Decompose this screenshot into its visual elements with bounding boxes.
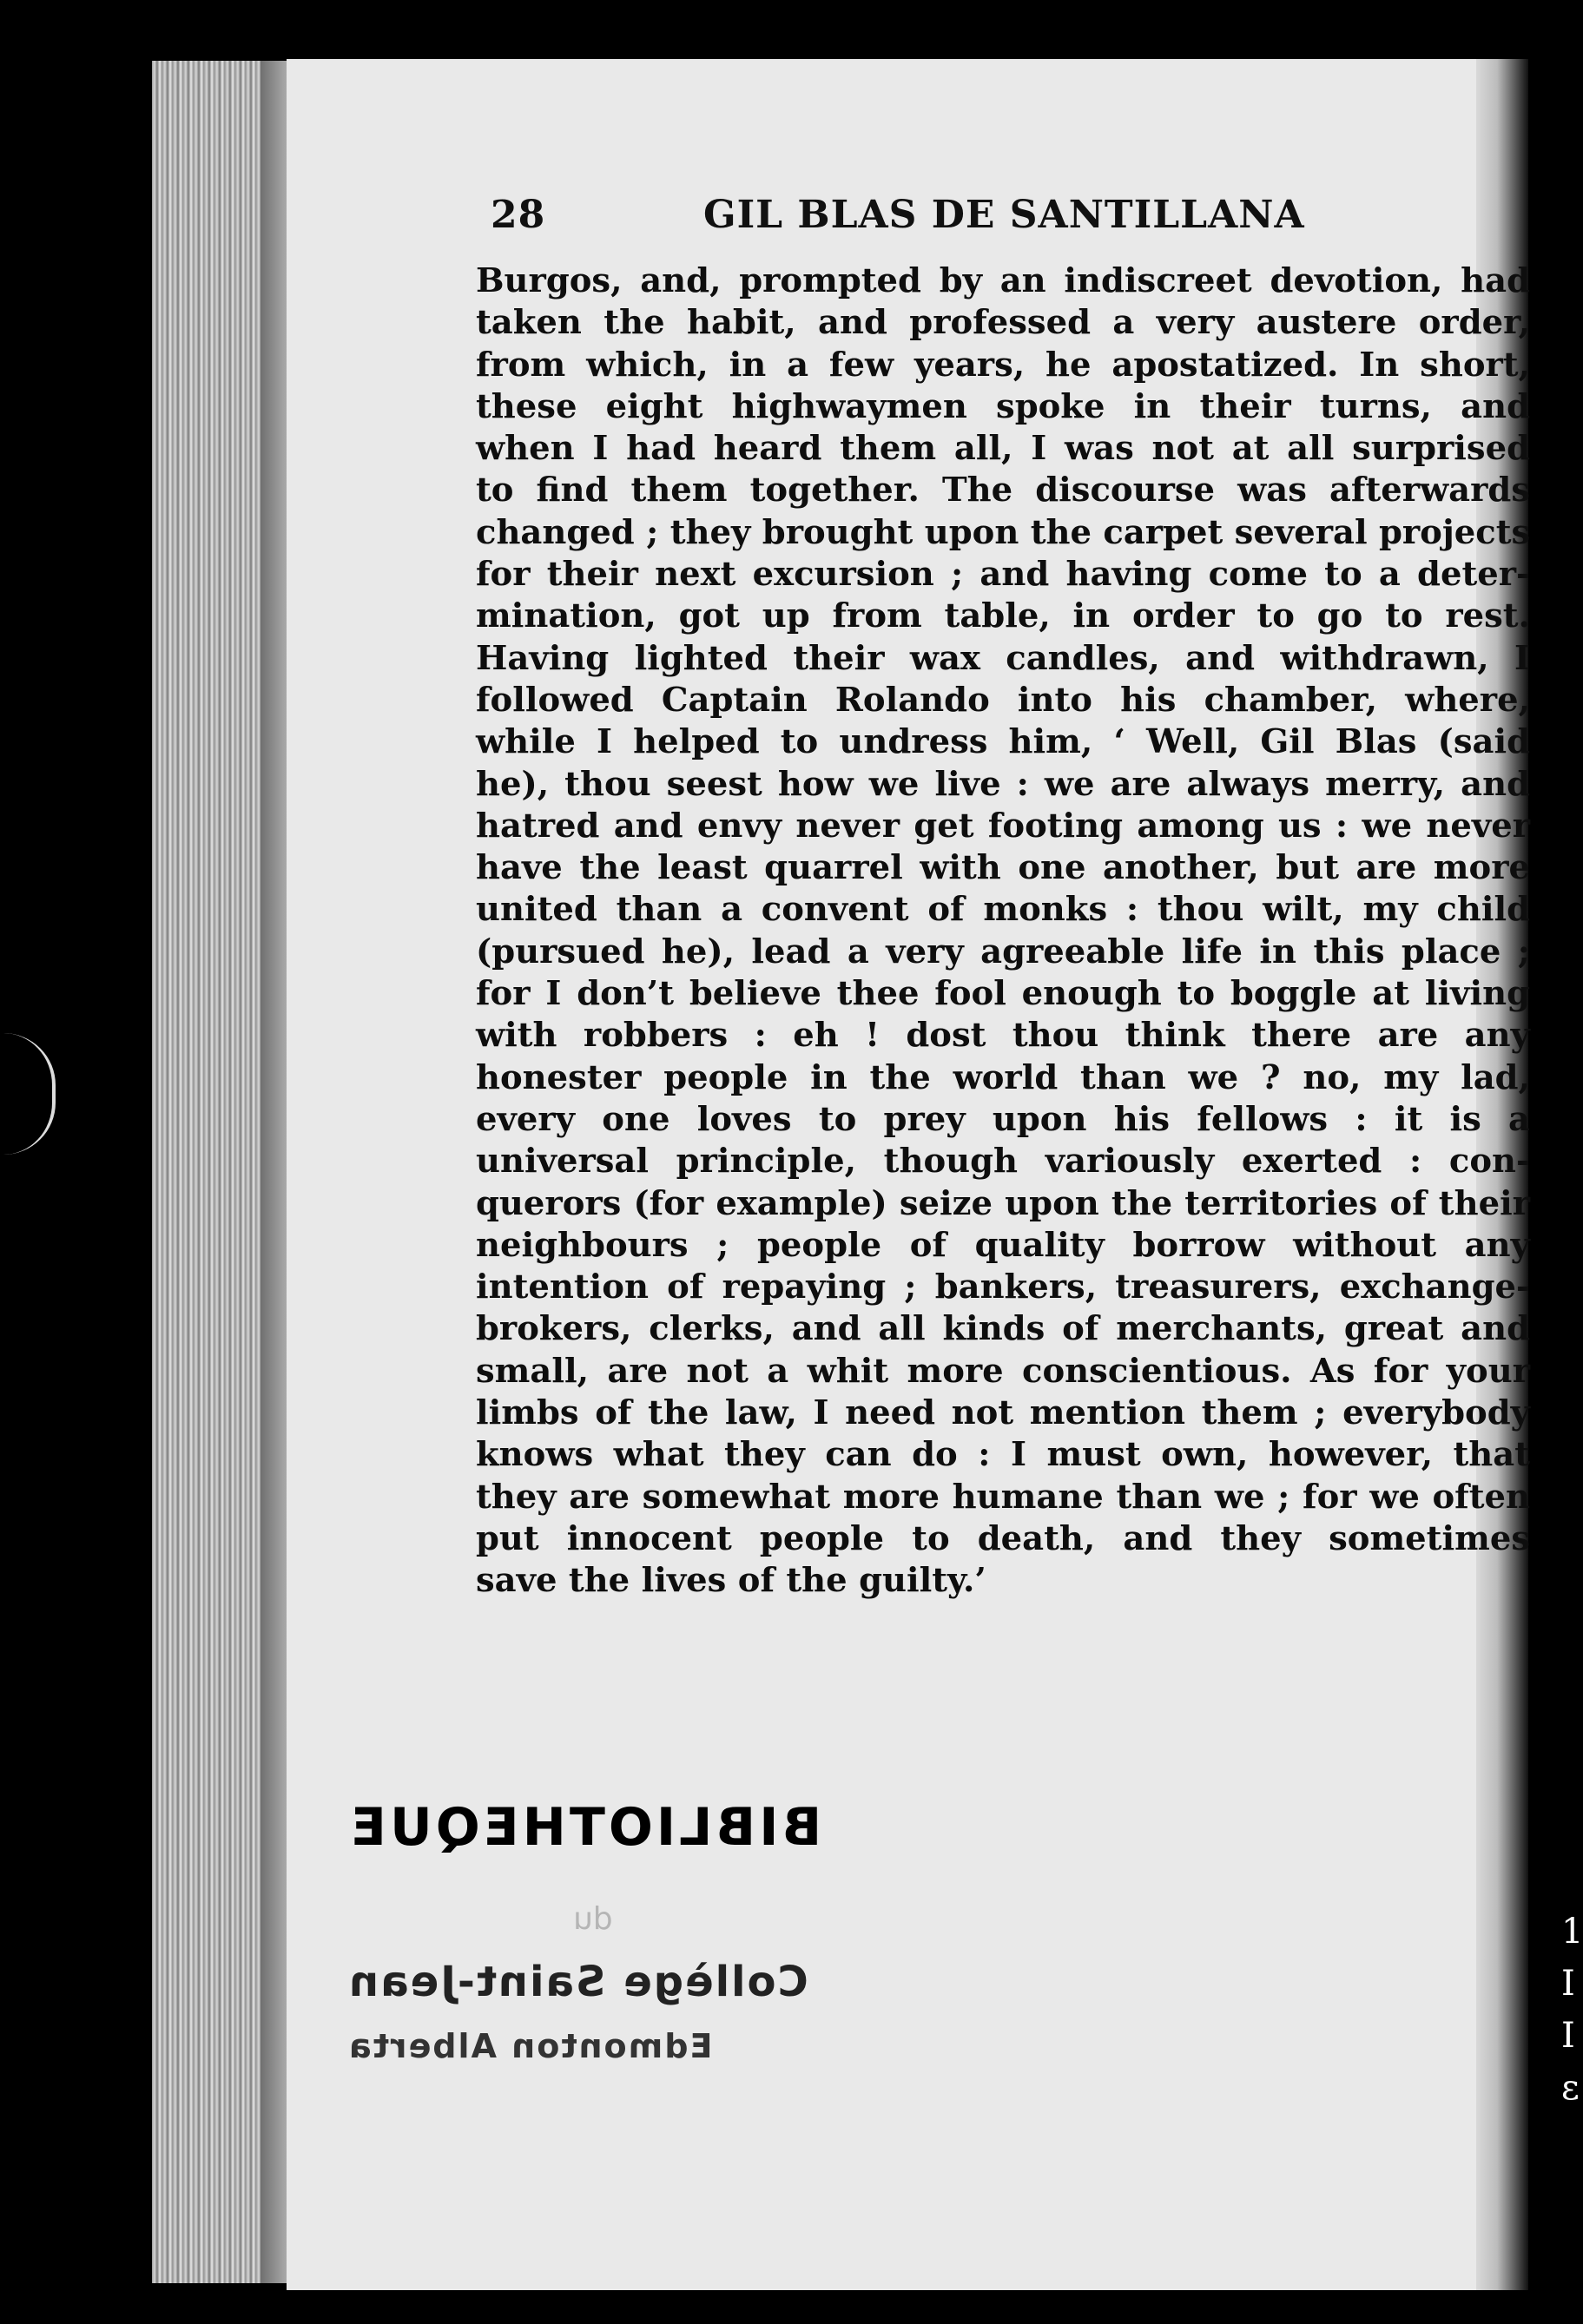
- adjacent-page-fragment: 1 I I ε: [1561, 1912, 1583, 2108]
- margin-mark: [0, 1033, 56, 1155]
- text-line: to find them together. The discourse was afterwards: [476, 471, 1530, 510]
- text-line: Having lighted their wax candles, and withdrawn, I: [476, 638, 1530, 678]
- stamp-line-1: BIBLIOTHEQUE: [347, 1797, 822, 1858]
- text-line: limbs of the law, I need not mention them ; everybody: [476, 1393, 1530, 1433]
- stamp-line-2: du: [573, 1901, 613, 1937]
- text-line: querors (for example) seize upon the territories of their: [476, 1183, 1530, 1223]
- text-line: followed Captain Rolando into his chamber, where,: [476, 680, 1530, 720]
- text-line: every one loves to prey upon his fellows : it is a: [476, 1099, 1530, 1139]
- text-line: changed ; they brought upon the carpet several projects: [476, 512, 1531, 552]
- text-line: universal principle, though variously exerted : con-: [476, 1142, 1530, 1182]
- text-line: these eight highwaymen spoke in their turns, and: [476, 386, 1530, 426]
- text-line: honester people in the world than we ? no, my lad,: [476, 1057, 1530, 1097]
- text-line: brokers, clerks, and all kinds of merchants, great and: [476, 1309, 1530, 1349]
- text-line: mination, got up from table, in order to go to rest.: [476, 596, 1530, 636]
- text-line: (pursued he), lead a very agreeable life in this place ;: [476, 932, 1530, 971]
- stamp-line-4: Edmonton Alberta: [347, 2027, 713, 2065]
- text-line: have the least quarrel with one another, but are more: [476, 848, 1530, 888]
- text-line: for their next excursion ; and having come to a deter-: [476, 555, 1530, 595]
- text-line: they are somewhat more humane than we ; for we often: [476, 1477, 1530, 1517]
- stamp-line-3: Collège Saint-Jean: [347, 1958, 808, 2006]
- text-line: put innocent people to death, and they sometimes: [476, 1518, 1530, 1558]
- text-line: intention of repaying ; bankers, treasurers, exchange-: [476, 1267, 1530, 1307]
- page-header: [491, 193, 1359, 245]
- text-line: united than a convent of monks : thou wilt, my child: [476, 890, 1530, 930]
- text-line: taken the habit, and professed a very austere order,: [476, 303, 1530, 343]
- page-number: 28: [491, 193, 546, 237]
- text-line: neighbours ; people of quality borrow without any: [476, 1225, 1530, 1265]
- text-line: save the lives of the guilty.’: [476, 1561, 986, 1601]
- library-stamp: [339, 1797, 877, 2214]
- text-line: when I had heard them all, I was not at all surprised: [476, 429, 1530, 469]
- text-line: from which, in a few years, he apostatized. In short,: [476, 345, 1530, 385]
- body-text: [476, 260, 1530, 1603]
- text-line: Burgos, and, prompted by an indiscreet devotion, had: [476, 261, 1530, 300]
- text-line: small, are not a whit more conscientious. As for your: [476, 1351, 1530, 1391]
- text-line: hatred and envy never get footing among us : we never: [476, 806, 1530, 846]
- text-line: while I helped to undress him, ‘ Well, Gil Blas (said: [476, 722, 1530, 762]
- text-line: for I don’t believe thee fool enough to boggle at living: [476, 974, 1530, 1014]
- running-title: GIL BLAS DE SANTILLANA: [703, 193, 1305, 237]
- text-line: he), thou seest how we live : we are always merry, and: [476, 764, 1530, 804]
- text-line: with robbers : eh ! dost thou think there are any: [476, 1016, 1530, 1056]
- text-line: knows what they can do : I must own, however, that: [476, 1435, 1530, 1475]
